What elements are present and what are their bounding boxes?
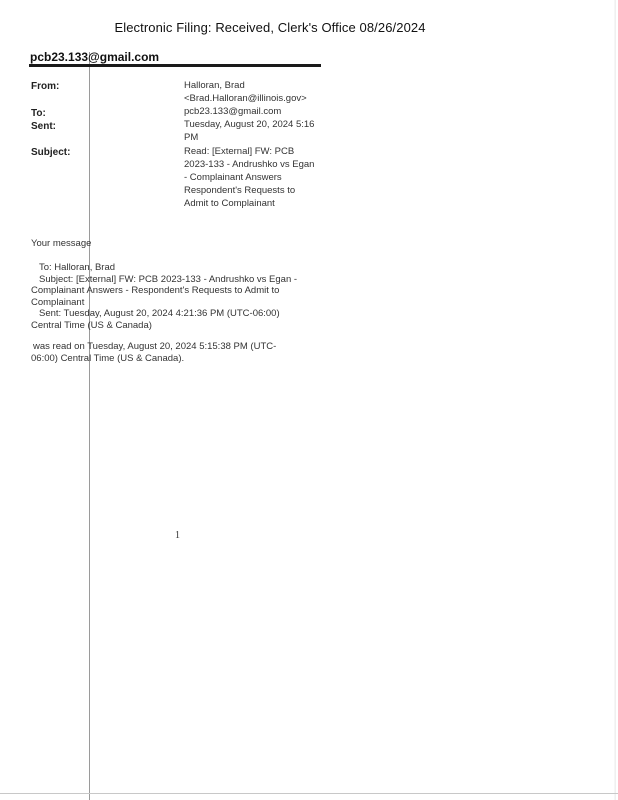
subject-line: Read: [External] FW: PCB (184, 146, 295, 157)
sent-date: Tuesday, August 20, 2024 5:16 (184, 119, 315, 130)
message-sent-line: Central Time (US & Canada) (31, 319, 152, 331)
read-receipt-line: was read on Tuesday, August 20, 2024 5:15:38 PM (UTC- (33, 341, 277, 352)
message-details (31, 262, 321, 331)
sent-value (184, 118, 326, 144)
message-subject-line: Complainant (31, 296, 85, 308)
read-receipt-line: 06:00) Central Time (US & Canada). (31, 352, 185, 364)
message-sent-line: Sent: Tuesday, August 20, 2024 4:21:36 PM (UTC-06:00) (39, 308, 280, 319)
subject-line: Admit to Complainant (184, 198, 275, 209)
message-subject-line: Complainant Answers - Respondent's Requests to Admit to (31, 285, 280, 296)
subject-label: Subject: (31, 147, 71, 158)
from-value (184, 79, 326, 105)
from-name: Halloran, Brad (184, 80, 245, 91)
subject-line: 2023-133 - Andrushko vs Egan (184, 159, 315, 170)
message-to-line: To: Halloran, Brad (39, 262, 116, 273)
subject-line: Respondent's Requests to (184, 185, 296, 196)
account-rule (29, 64, 321, 67)
sent-time-suffix: PM (184, 132, 199, 143)
subject-line: - Complainant Answers (184, 172, 282, 183)
message-subject-line: Subject: [External] FW: PCB 2023-133 - Andrushko vs Egan - (39, 273, 298, 285)
filing-stamp: Electronic Filing: Received, Clerk's Office 08/26/2024 (114, 20, 426, 35)
page-number: 1 (175, 530, 180, 541)
from-label: From: (31, 81, 60, 92)
account-email: pcb23.133@gmail.com (30, 50, 160, 64)
subject-value (184, 145, 326, 210)
scan-edge-bottom (0, 793, 618, 794)
from-address: <Brad.Halloran@illinois.gov> (184, 93, 307, 104)
to-value: pcb23.133@gmail.com (184, 106, 282, 117)
read-receipt (31, 341, 321, 364)
to-label: To: (31, 108, 46, 119)
scan-edge-right (614, 0, 616, 800)
message-intro: Your message (31, 238, 92, 249)
sent-label: Sent: (31, 121, 56, 132)
scan-artifact-line (89, 52, 90, 800)
